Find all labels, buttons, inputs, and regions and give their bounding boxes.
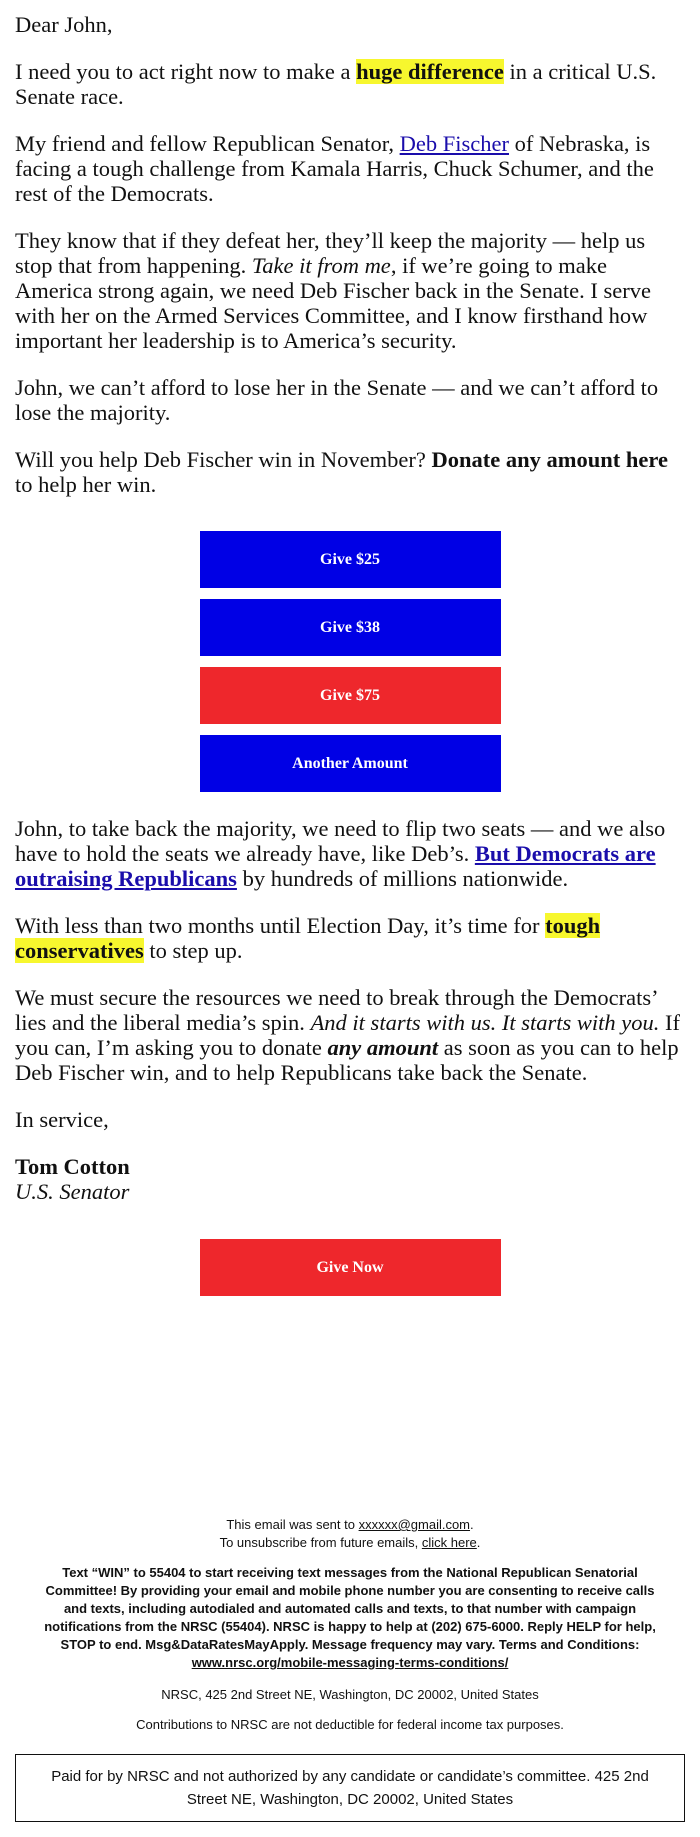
email-footer bbox=[0, 1516, 700, 1822]
paragraph-6: John, to take back the majority, we need to flip two seats — and we also have to hold the seats we already have, like Deb’s. But Democrats are outraising Republicans by hundreds of millions nationwide. bbox=[15, 816, 666, 891]
signature-name: Tom Cotton bbox=[15, 1154, 130, 1179]
signature-title: U.S. Senator bbox=[15, 1179, 130, 1204]
outraising-link[interactable]: But Democrats are outraising Republicans bbox=[15, 841, 656, 891]
highlight-tough-conservatives: tough conservatives bbox=[15, 913, 601, 963]
sent-to-line: This email was sent to xxxxxx@gmail.com. bbox=[226, 1517, 474, 1532]
paragraph-3: They know that if they defeat her, they’ll keep the majority — help us stop that from happening. Take it from me, if we’re going to make America strong again, we need Deb Fischer back in the Senate. I serve with her on the Armed Services Committee, and I know firsthand how important her leadership is to America’s security. bbox=[15, 228, 652, 353]
highlight-huge-difference: huge difference bbox=[356, 59, 504, 84]
give-now-wrap bbox=[15, 1239, 685, 1296]
another-amount-button[interactable]: Another Amount bbox=[200, 735, 501, 792]
paragraph-5: Will you help Deb Fischer win in November? Donate any amount here to help her win. bbox=[15, 447, 668, 497]
give-38-button[interactable]: Give $38 bbox=[200, 599, 501, 656]
greeting: Dear John, bbox=[15, 12, 113, 37]
terms-link[interactable]: www.nrsc.org/mobile-messaging-terms-conditions/ bbox=[191, 1655, 509, 1670]
unsubscribe-link[interactable]: click here bbox=[421, 1535, 477, 1550]
sms-notice: Text “WIN” to 55404 to start receiving text messages from the National Republican Senatorial Committee! By providing your email and mobile phone number you are consenting to receive calls and texts, including autodialed and automated calls and texts, to that number with campaign notifications from the NRSC (55404). NRSC is happy to help at (202) 675-6000. Reply HELP for help, STOP to end. Msg&DataRatesMayApply. Message frequency may vary. Terms and Conditions: www.nrsc.org/mobile-messaging-terms-conditions/ bbox=[44, 1565, 656, 1670]
paragraph-1: I need you to act right now to make a huge difference in a critical U.S. Senate race. bbox=[15, 59, 657, 109]
give-75-button[interactable]: Give $75 bbox=[200, 667, 501, 724]
tax-note: Contributions to NRSC are not deductible for federal income tax purposes. bbox=[136, 1717, 564, 1732]
donate-any-amount-text: Donate any amount here bbox=[431, 447, 668, 472]
recipient-email-link[interactable]: xxxxxx@gmail.com bbox=[358, 1517, 471, 1532]
deb-fischer-link[interactable]: Deb Fischer bbox=[399, 131, 509, 156]
give-now-button[interactable]: Give Now bbox=[200, 1239, 501, 1296]
signature bbox=[15, 1154, 685, 1204]
unsubscribe-line: To unsubscribe from future emails, click here. bbox=[219, 1535, 481, 1550]
paragraph-2: My friend and fellow Republican Senator, Deb Fischer of Nebraska, is facing a tough challenge from Kamala Harris, Chuck Schumer, and the rest of the Democrats. bbox=[15, 131, 654, 206]
paragraph-8: We must secure the resources we need to break through the Democrats’ lies and the liberal media’s spin. And it starts with us. It starts with you. If you can, I’m asking you to donate any amount as soon as you can to help Deb Fischer win, and to help Republicans take back the Senate. bbox=[15, 985, 680, 1085]
paragraph-7: With less than two months until Election Day, it’s time for tough conservatives to step up. bbox=[15, 913, 601, 963]
paid-for-disclaimer: Paid for by NRSC and not authorized by any candidate or candidate’s committee. 425 2nd Street NE, Washington, DC 20002, United States bbox=[15, 1754, 685, 1822]
address-line: NRSC, 425 2nd Street NE, Washington, DC 20002, United States bbox=[161, 1687, 539, 1702]
donation-buttons bbox=[15, 531, 685, 792]
paragraph-4: John, we can’t afford to lose her in the Senate — and we can’t afford to lose the majority. bbox=[15, 375, 659, 425]
closing: In service, bbox=[15, 1107, 109, 1132]
give-25-button[interactable]: Give $25 bbox=[200, 531, 501, 588]
